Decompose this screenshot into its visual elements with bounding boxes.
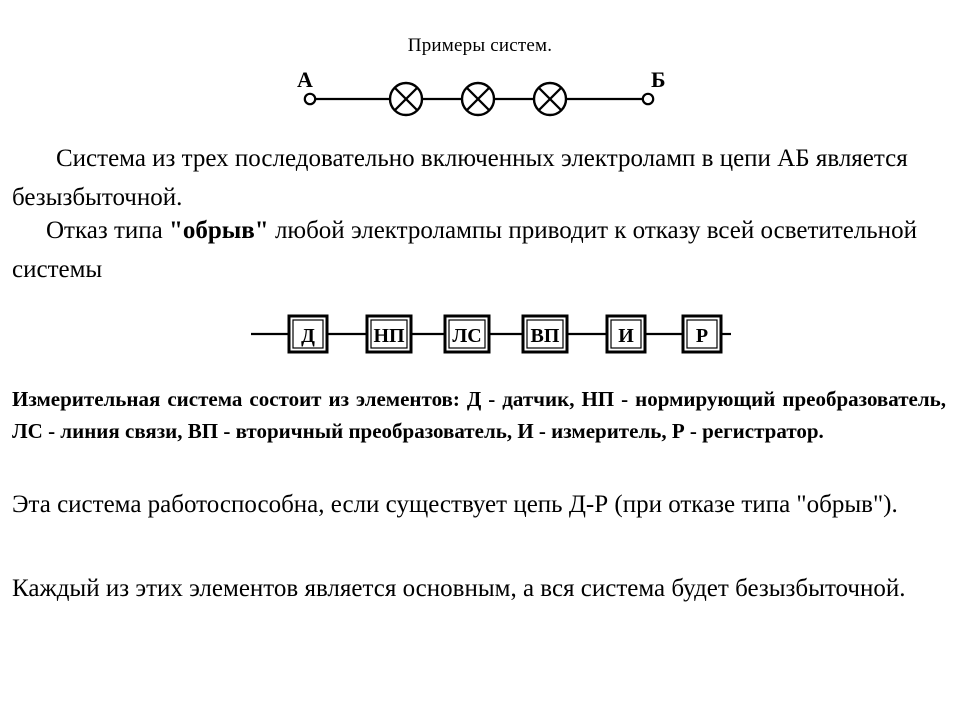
block-box-2 (367, 316, 411, 352)
measurement-system-block-diagram (245, 310, 735, 358)
failure-term-quoted: "обрыв" (169, 217, 269, 244)
block-box-label: НП (373, 325, 405, 347)
terminal-node-b (643, 94, 653, 104)
paragraph-failure (12, 211, 947, 289)
block-box-1 (289, 316, 327, 352)
lamp-symbol-1 (390, 83, 422, 115)
block-box-label: Р (695, 325, 709, 347)
terminal-label-b: Б (651, 70, 666, 92)
terminal-node-a (305, 94, 315, 104)
block-box-label: ЛС (452, 325, 482, 347)
terminal-label-a: А (297, 70, 313, 92)
paragraph-intro: Система из трех последовательно включенных электроламп в цепи АБ является безызбыточной. (12, 145, 908, 211)
failure-text-after: любой электролампы приводит к отказу всей осветительной системы (12, 217, 917, 283)
paragraph-workability: Эта система работоспособна, если существует цепь Д-Р (при отказе типа "обрыв"). (12, 491, 898, 518)
block-box-label: ВП (530, 325, 560, 347)
failure-text-before: Отказ типа (46, 217, 169, 244)
lamp-symbol-2 (462, 83, 494, 115)
block-box-5 (607, 316, 645, 352)
block-box-3 (445, 316, 489, 352)
series-lamp-circuit-diagram (270, 70, 690, 120)
block-box-label: Д (301, 325, 315, 347)
lamp-symbol-3 (534, 83, 566, 115)
paragraph-basic-elements: Каждый из этих элементов является основным, а вся система будет безызбыточной. (12, 575, 906, 602)
paragraph-element-definitions: Измерительная система состоит из элементов: Д - датчик, НП - нормирующий преобразователь, ЛС - линия связи, ВП - вторичный преобразователь, И - измеритель, Р - регистратор. (12, 387, 946, 443)
block-box-6 (683, 316, 721, 352)
block-box-4 (523, 316, 567, 352)
block-box-label: И (618, 325, 634, 347)
page-title: Примеры систем. (407, 35, 553, 56)
